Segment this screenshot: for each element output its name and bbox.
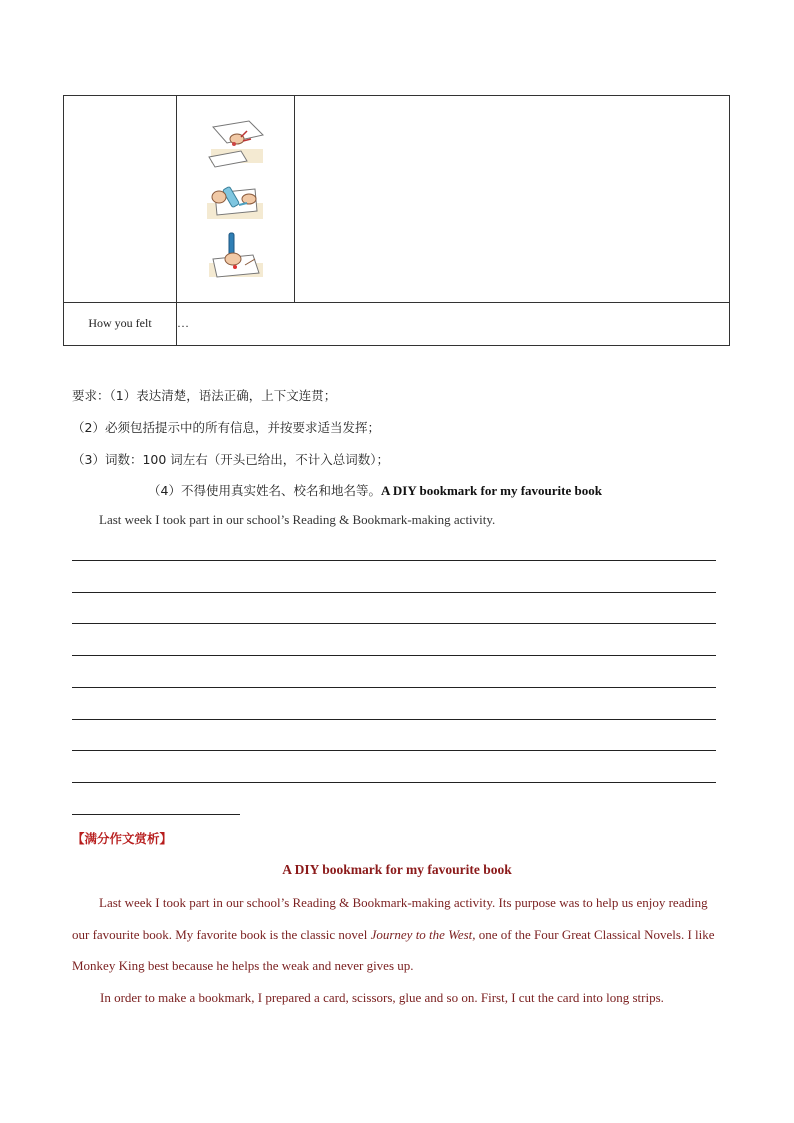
hand-cutting-card-icon — [201, 117, 271, 169]
sample-essay-title: A DIY bookmark for my favourite book — [282, 862, 512, 877]
prompt-title: A DIY bookmark for my favourite book — [380, 483, 602, 498]
sample-p1-text: Last week I took part in our school’s Reading & Bookmark-making activity. Its purpose was to help us enjoy reading our favourite book. My favorite book is the classic novel — [72, 895, 708, 942]
writing-line-short — [72, 814, 240, 815]
writing-line — [72, 655, 716, 656]
sample-section-title: 【满分作文赏析】 — [72, 831, 173, 846]
writing-line — [72, 592, 716, 593]
how-you-felt-value: … — [177, 302, 730, 345]
table-cell-empty — [64, 96, 177, 303]
writing-line — [72, 687, 716, 688]
hand-gluing-icon — [201, 175, 271, 223]
sample-paragraph-1 — [72, 887, 716, 982]
writing-line — [72, 750, 716, 751]
requirement-3: （3）词数：100 词左右（开头已给出，不计入总词数）； — [72, 452, 390, 467]
how-you-felt-label: How you felt — [64, 302, 177, 345]
table-cell-illustrations — [177, 96, 295, 303]
requirement-1: 要求：（1）表达清楚，语法正确，上下文连贯； — [72, 388, 337, 403]
requirement-4: （4）不得使用真实姓名、校名和地名等。 — [148, 483, 381, 498]
writing-line — [72, 623, 716, 624]
requirement-2: （2）必须包括提示中的所有信息，并按要求适当发挥； — [72, 420, 380, 435]
prompt-start-sentence: Last week I took part in our school’s Reading & Bookmark-making activity. — [99, 512, 496, 527]
hand-drawing-pen-icon — [201, 229, 271, 281]
requirement-4-row — [148, 481, 602, 499]
writing-line — [72, 782, 716, 783]
sample-p1-text-end: one of the Four Great Classical Novels. I like Monkey King best because he helps the weak and never gives up. — [72, 926, 715, 973]
writing-line — [72, 560, 716, 561]
writing-line — [72, 719, 716, 720]
activity-table — [63, 95, 730, 346]
sample-paragraph-2: In order to make a bookmark, I prepared a card, scissors, glue and so on. First, I cut the card into long strips. — [100, 990, 664, 1005]
book-title: Journey to the West, — [370, 926, 476, 942]
table-cell-blank — [295, 96, 730, 303]
